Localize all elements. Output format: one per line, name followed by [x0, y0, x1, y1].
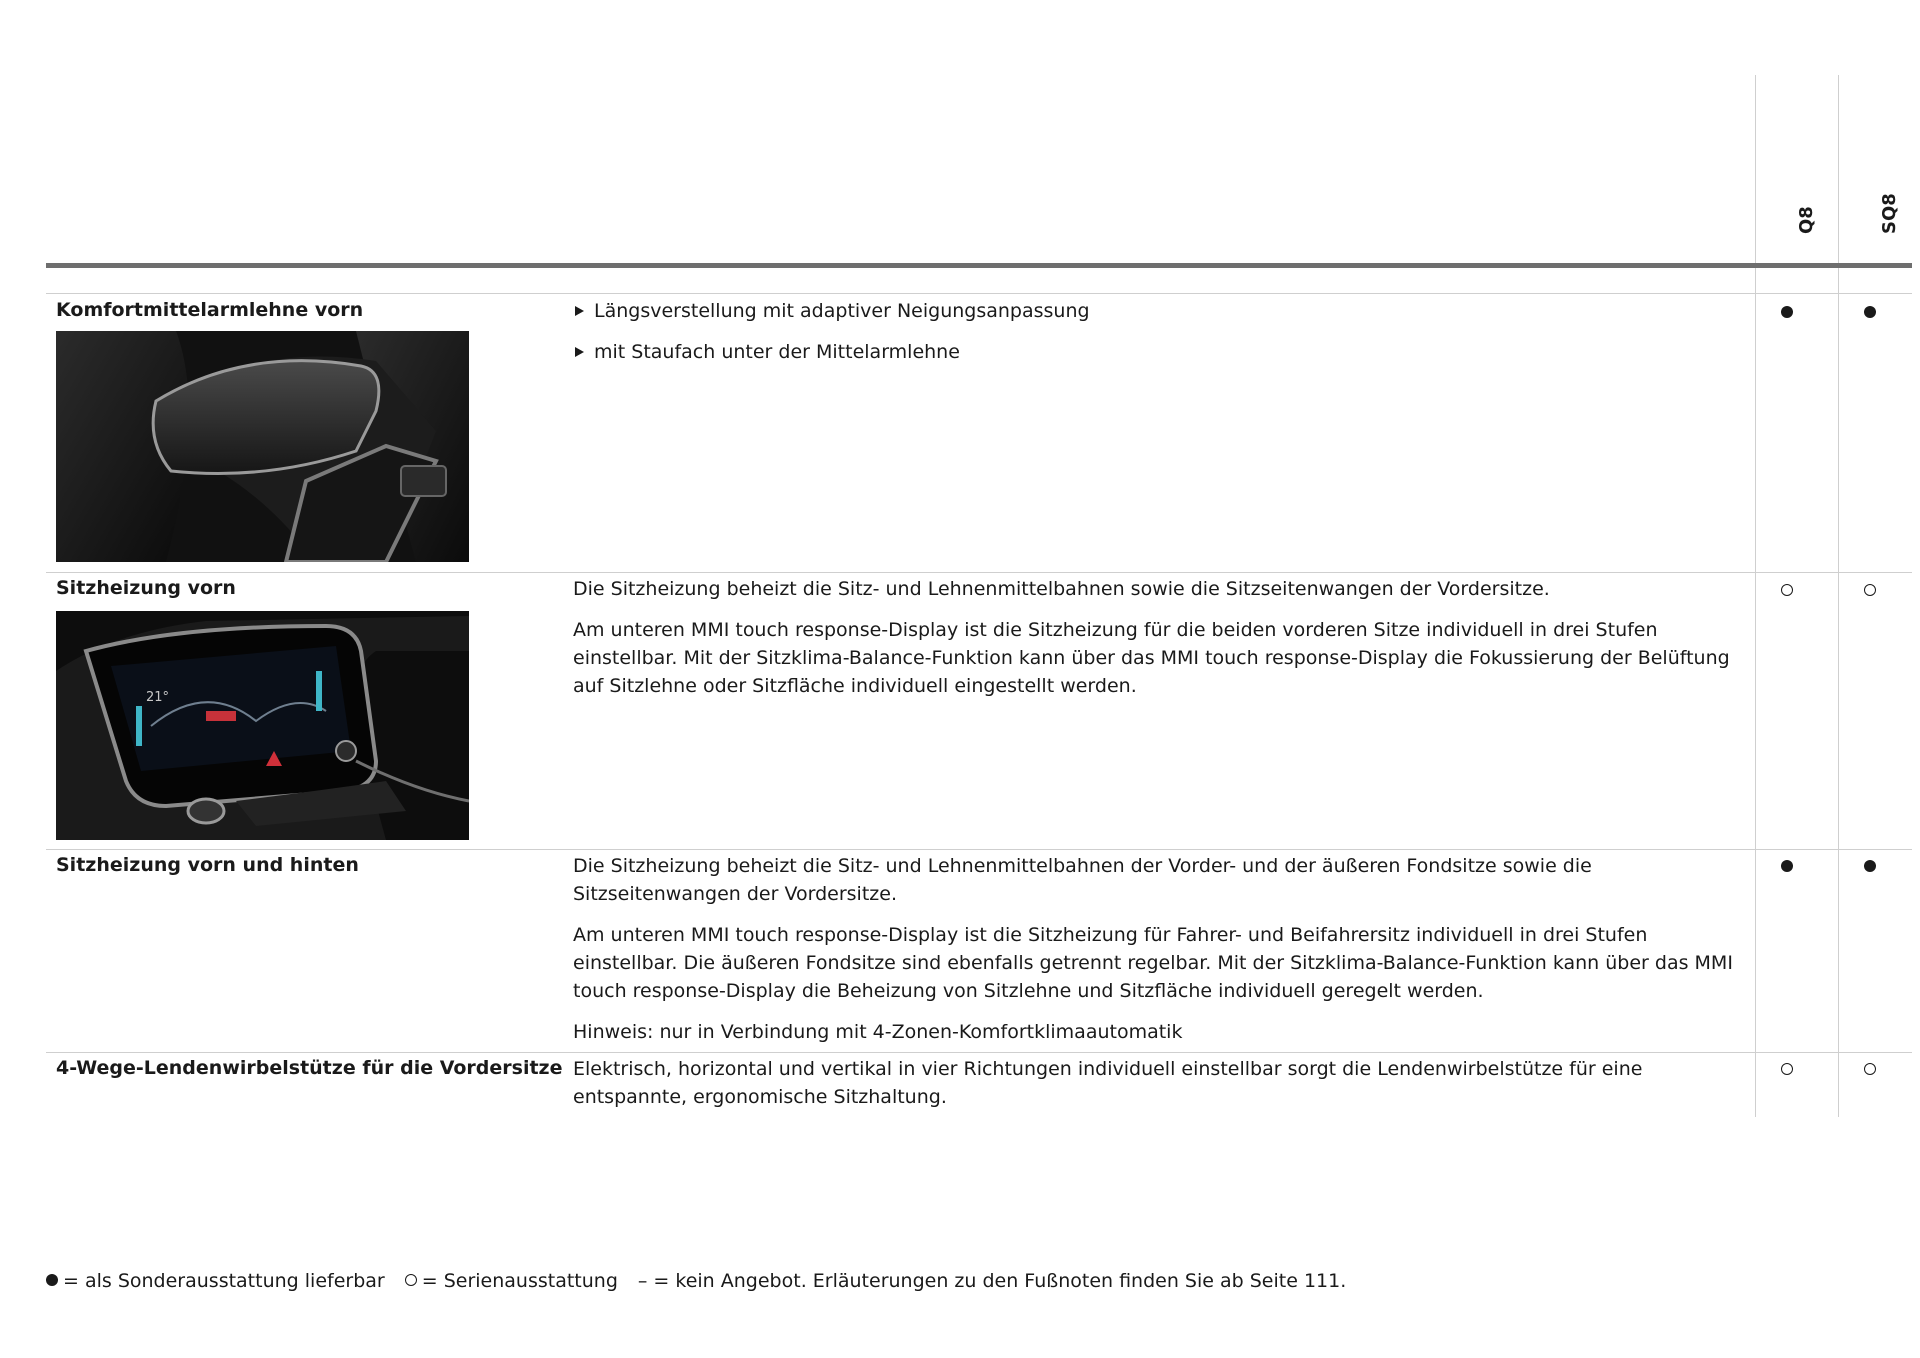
availability-q8-seat-heating-front-rear: [1781, 860, 1793, 872]
legend-standard: = Serienausstattung: [421, 1270, 618, 1292]
row-description-lumbar-support: [573, 1055, 1743, 1124]
column-header-sq8: SQ8: [1879, 193, 1900, 234]
row-title-seat-heating-front: Sitzheizung vorn: [56, 577, 236, 599]
row-title-seat-heating-front-rear: Sitzheizung vorn und hinten: [56, 854, 359, 876]
climate-display-photo: [56, 611, 469, 840]
description-paragraph: Die Sitzheizung beheizt die Sitz- und Lehnenmittelbahnen der Vorder- und der äußeren Fondsitze sowie die Sitzseitenwangen der Vordersitze.: [573, 855, 1592, 905]
row-description-seat-heating-front: [573, 575, 1743, 713]
legend-open-icon: [405, 1274, 417, 1286]
availability-q8-armrest: [1781, 306, 1793, 318]
description-paragraph: Am unteren MMI touch response-Display ist die Sitzheizung für die beiden vorderen Sitze individuell in drei Stufen einstellbar. Mit der Sitzklima-Balance-Funktion kann über das MMI touch response-Display die Fokussierung der Belüftung auf Sitzlehne oder Sitzfläche individuell eingestellt werden.: [573, 619, 1730, 697]
row-title-lumbar-support: 4-Wege-Lendenwirbelstütze für die Vordersitze: [56, 1057, 563, 1079]
armrest-photo: [56, 331, 469, 562]
row-description-armrest: [573, 297, 1743, 379]
legend-optional: = als Sonderausstattung lieferbar: [63, 1270, 385, 1292]
row-title-armrest: Komfortmittelarmlehne vorn: [56, 299, 364, 321]
display-temperature: 21°: [146, 690, 170, 705]
description-paragraph: Die Sitzheizung beheizt die Sitz- und Lehnenmittelbahnen sowie die Sitzseitenwangen der Vordersitze.: [573, 578, 1550, 600]
column-divider-q8-left: [1755, 75, 1756, 1117]
availability-q8-seat-heating-front: [1781, 584, 1793, 596]
row-divider: [46, 849, 1912, 850]
feature-bullet: Längsverstellung mit adaptiver Neigungsanpassung: [573, 297, 1743, 325]
legend-filled-icon: [46, 1274, 58, 1286]
feature-bullet: mit Staufach unter der Mittelarmlehne: [573, 338, 1743, 366]
availability-sq8-armrest: [1864, 306, 1876, 318]
description-paragraph: Hinweis: nur in Verbindung mit 4-Zonen-Komfortklimaautomatik: [573, 1021, 1183, 1043]
availability-sq8-seat-heating-front: [1864, 584, 1876, 596]
availability-q8-lumbar-support: [1781, 1063, 1793, 1075]
legend-not-available: – = kein Angebot. Erläuterungen zu den Fußnoten finden Sie ab Seite 111.: [637, 1270, 1347, 1292]
row-description-seat-heating-front-rear: [573, 852, 1743, 1059]
column-divider-sq8-left: [1838, 75, 1839, 1117]
row-divider: [46, 572, 1912, 573]
availability-sq8-lumbar-support: [1864, 1063, 1876, 1075]
header-rule: [46, 263, 1912, 268]
column-header-q8: Q8: [1796, 206, 1817, 234]
availability-sq8-seat-heating-front-rear: [1864, 860, 1876, 872]
description-paragraph: Elektrisch, horizontal und vertikal in vier Richtungen individuell einstellbar sorgt die Lendenwirbelstütze für eine entspannte, ergonomische Sitzhaltung.: [573, 1058, 1643, 1108]
description-paragraph: Am unteren MMI touch response-Display ist die Sitzheizung für Fahrer- und Beifahrersitz individuell in drei Stufen einstellbar. Die äußeren Fondsitze sind ebenfalls getrennt regelbar. Mit der Sitzklima-Balance-Funktion kann über das MMI touch response-Display die Beheizung von Sitzlehne und Sitzfläche individuell geregelt werden.: [573, 924, 1733, 1002]
row-divider: [46, 293, 1912, 294]
legend: [46, 1270, 1346, 1292]
